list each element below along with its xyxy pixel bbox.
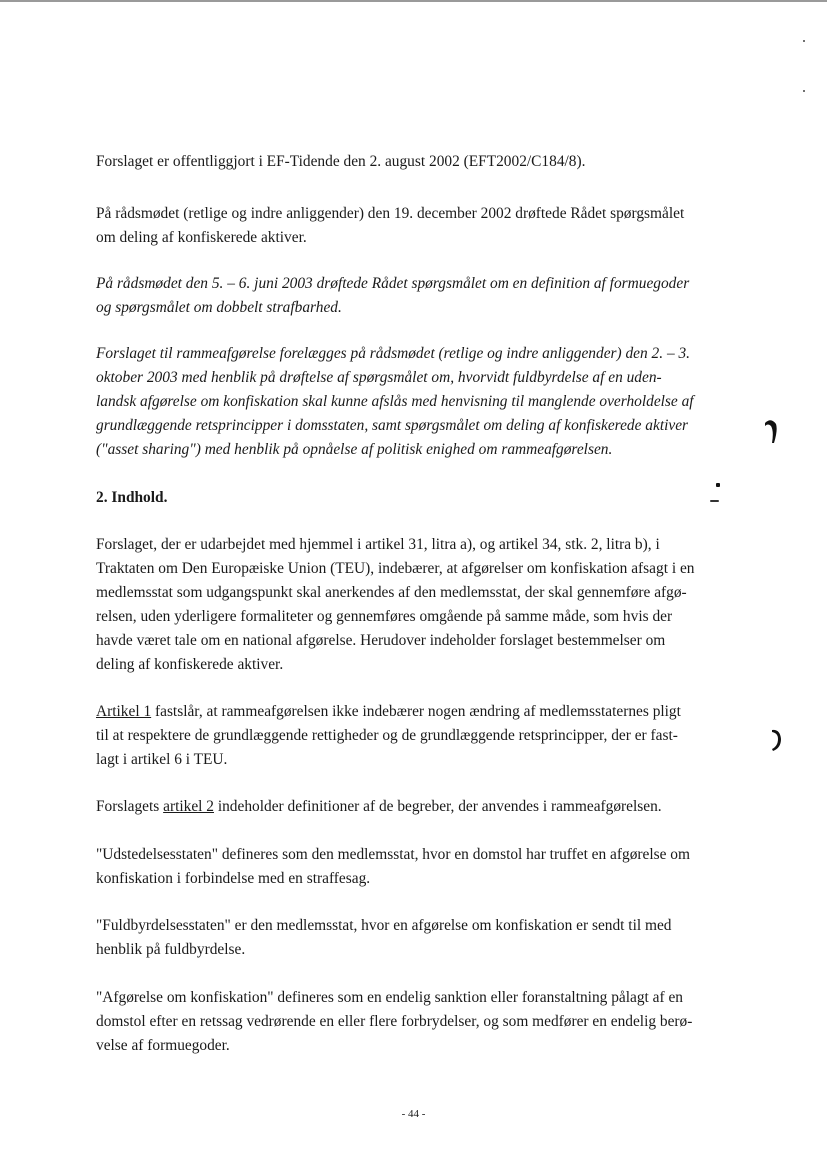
text-line: domstol efter en retssag vedrørende en eller flere forbrydelser, og som medfører en endelig berø- bbox=[96, 1013, 693, 1030]
paragraph-definition-issuing-state bbox=[96, 843, 746, 891]
text-line bbox=[96, 700, 746, 724]
binder-hole-mark bbox=[770, 727, 784, 753]
paragraph-council-dec-2002 bbox=[96, 202, 746, 250]
section-heading-text: 2. Indhold. bbox=[96, 489, 168, 506]
paragraph-definition-confiscation-order bbox=[96, 986, 746, 1058]
text-line: relsen, uden yderligere formaliteter og gennemføres omgående på samme måde, som hvis der bbox=[96, 608, 673, 625]
scan-speck bbox=[803, 90, 805, 92]
paragraph-council-oct-2003 bbox=[96, 342, 746, 462]
article-2-reference: artikel 2 bbox=[163, 798, 214, 815]
text-fragment: fastslår, at rammeafgørelsen ikke indebærer nogen ændring af medlemsstaternes pligt bbox=[151, 703, 681, 720]
paragraph-content-summary bbox=[96, 533, 746, 677]
text-line: På rådsmødet (retlige og indre anliggender) den 19. december 2002 drøftede Rådet spørgsmålet bbox=[96, 205, 685, 222]
text-line: og spørgsmålet om dobbelt strafbarhed. bbox=[96, 299, 342, 316]
text-line: henblik på fuldbyrdelse. bbox=[96, 941, 246, 958]
text-line: velse af formuegoder. bbox=[96, 1037, 230, 1054]
text-line: Forslaget til rammeafgørelse forelægges på rådsmødet (retlige og indre anliggender) den 2. – 3. bbox=[96, 345, 691, 362]
text-line: deling af konfiskerede aktiver. bbox=[96, 656, 284, 673]
text-line bbox=[96, 795, 746, 819]
text-line: konfiskation i forbindelse med en straffesag. bbox=[96, 870, 371, 887]
paragraph-article-1 bbox=[96, 700, 746, 772]
paragraph-definition-executing-state bbox=[96, 914, 746, 962]
scan-speck bbox=[803, 40, 805, 42]
text-line: landsk afgørelse om konfiskation skal kunne afslås med henvisning til manglende overholdelse af bbox=[96, 393, 694, 410]
text-line: På rådsmødet den 5. – 6. juni 2003 drøftede Rådet spørgsmålet om en definition af formuegoder bbox=[96, 275, 690, 292]
page-number: - 44 - bbox=[401, 1108, 426, 1120]
paragraph-publication bbox=[96, 150, 746, 174]
binder-hole-mark bbox=[764, 418, 778, 444]
scan-top-edge bbox=[0, 0, 827, 2]
text-line: oktober 2003 med henblik på drøftelse af spørgsmålet om, hvorvidt fuldbyrdelse af en uden- bbox=[96, 369, 662, 386]
text-line: Forslaget, der er udarbejdet med hjemmel i artikel 31, litra a), og artikel 34, stk. 2, litra b), i bbox=[96, 536, 660, 553]
text-line: Forslaget er offentliggjort i EF-Tidende den 2. august 2002 (EFT2002/C184/8). bbox=[96, 153, 586, 170]
text-line: "Udstedelsesstaten" defineres som den medlemsstat, hvor en domstol har truffet en afgørelse om bbox=[96, 846, 690, 863]
scan-speck bbox=[716, 483, 720, 487]
text-line: ("asset sharing") med henblik på opnåelse af politisk enighed om rammeafgørelsen. bbox=[96, 441, 613, 458]
text-line: grundlæggende retsprincipper i domsstaten, samt spørgsmålet om deling af konfiskerede aktiver bbox=[96, 417, 689, 434]
text-line: "Afgørelse om konfiskation" defineres som en endelig sanktion eller foranstaltning pålagt af en bbox=[96, 989, 683, 1006]
text-line: til at respektere de grundlæggende rettigheder og de grundlæggende retsprincipper, der er fast- bbox=[96, 727, 678, 744]
text-fragment: indeholder definitioner af de begreber, der anvendes i rammeafgørelsen. bbox=[213, 798, 662, 815]
article-1-reference: Artikel 1 bbox=[96, 703, 152, 720]
scan-speck bbox=[710, 500, 719, 502]
text-fragment: Forslagets bbox=[96, 798, 164, 815]
text-line: "Fuldbyrdelsesstaten" er den medlemsstat, hvor en afgørelse om konfiskation er sendt til med bbox=[96, 917, 672, 934]
text-line: Traktaten om Den Europæiske Union (TEU), indebærer, at afgørelser om konfiskation afsagt i en bbox=[96, 560, 695, 577]
paragraph-council-june-2003 bbox=[96, 272, 746, 320]
paragraph-article-2 bbox=[96, 795, 746, 819]
text-line: havde været tale om en national afgørelse. Herudover indeholder forslaget bestemmelser om bbox=[96, 632, 666, 649]
text-line: lagt i artikel 6 i TEU. bbox=[96, 751, 228, 768]
text-line: medlemsstat som udgangspunkt skal anerkendes af den medlemsstat, der skal gennemføre afgø- bbox=[96, 584, 687, 601]
text-line: om deling af konfiskerede aktiver. bbox=[96, 229, 307, 246]
section-heading bbox=[96, 486, 746, 510]
